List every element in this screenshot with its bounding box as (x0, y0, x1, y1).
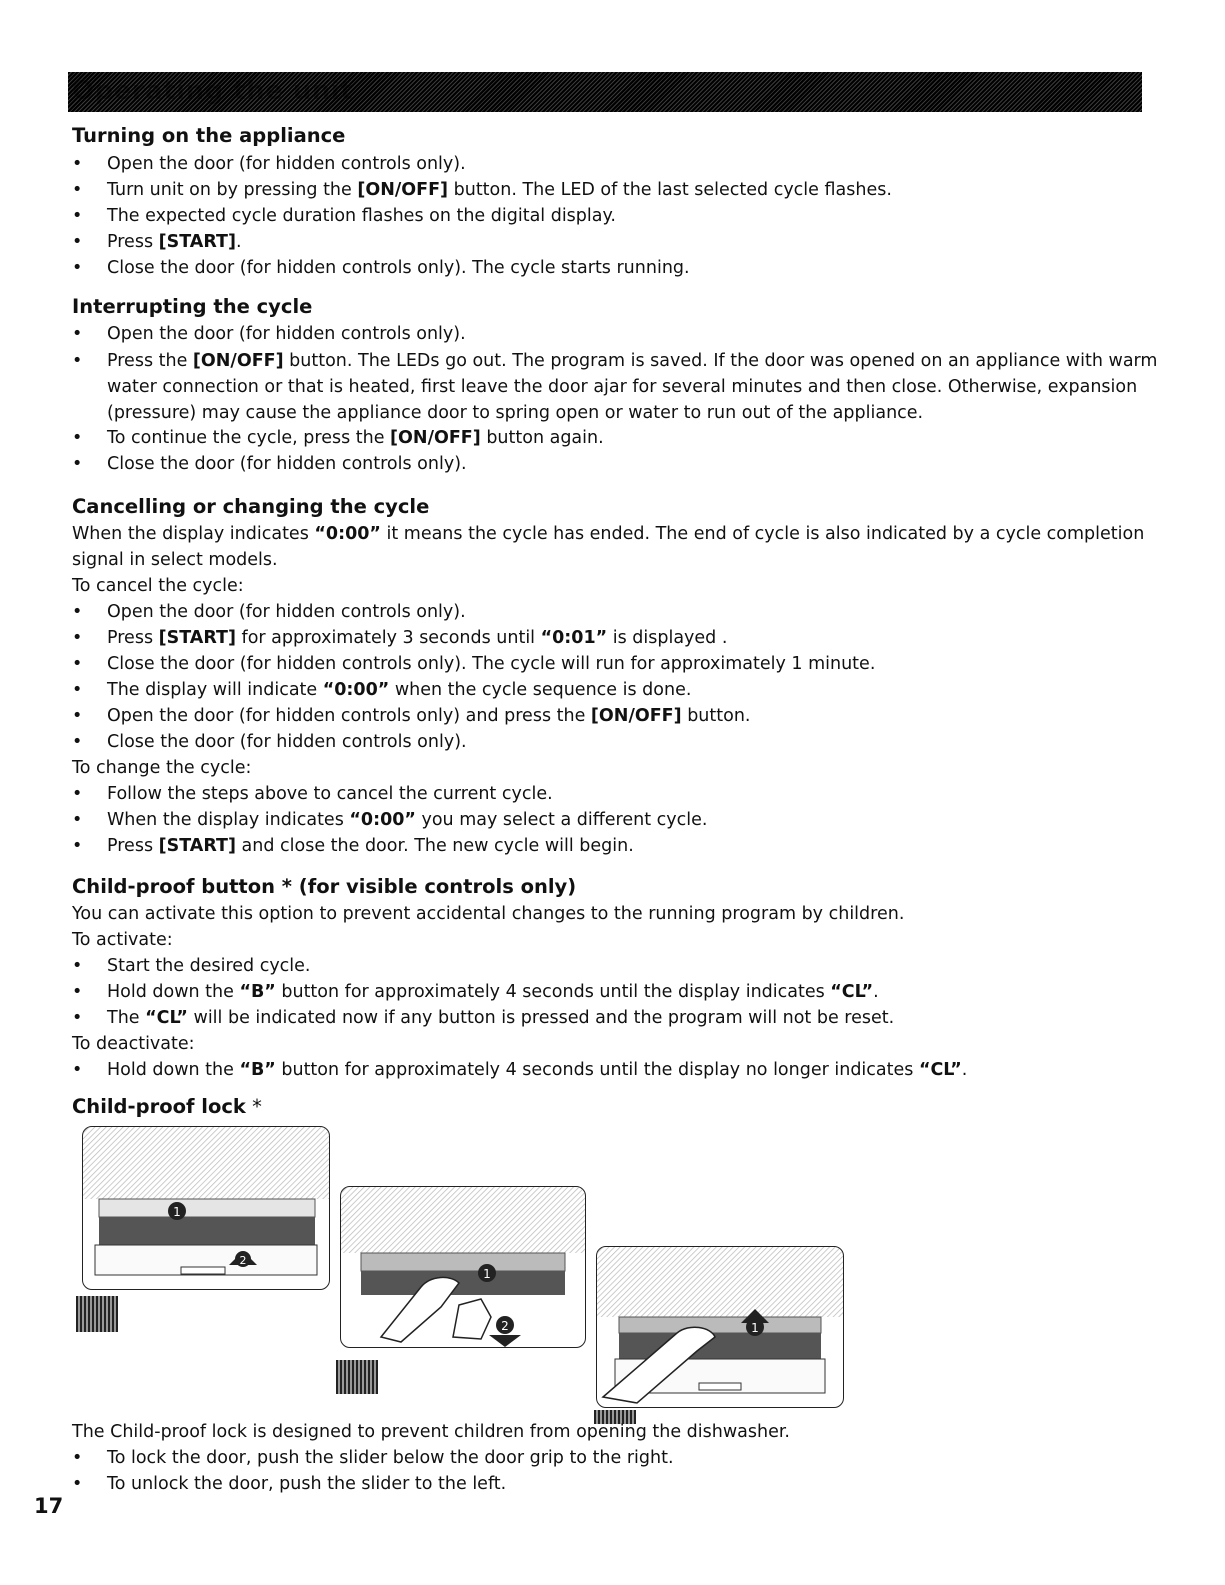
heading-cancelling: Cancelling or changing the cycle (72, 495, 430, 518)
image-placeholder-block (336, 1360, 378, 1394)
step-marker-2: 2 (501, 1319, 509, 1333)
paragraph: When the display indicates “0:00” it means the cycle has ended. The end of cycle is also indicated by a cycle completion (72, 524, 1145, 544)
page-number: 17 (34, 1494, 64, 1518)
step-marker-1: 1 (483, 1267, 491, 1281)
paragraph: To cancel the cycle: (72, 576, 244, 596)
paragraph: You can activate this option to prevent accidental changes to the running program by children. (72, 904, 905, 924)
paragraph: To activate: (72, 930, 173, 950)
step-marker-1: 1 (751, 1321, 759, 1335)
paragraph: The Child-proof lock is designed to prevent children from opening the dishwasher. (72, 1422, 790, 1442)
figure-lock-step-1 (82, 1126, 330, 1290)
heading-childproof-lock: Child-proof lock * (72, 1095, 262, 1118)
dishwasher-illustration (83, 1127, 329, 1289)
step-marker-2: 2 (239, 1254, 247, 1267)
paragraph: To deactivate: (72, 1034, 195, 1054)
heading-interrupting: Interrupting the cycle (72, 295, 313, 318)
figure-lock-step-3 (596, 1246, 844, 1408)
image-placeholder-block (76, 1296, 118, 1332)
figure-lock-step-2 (340, 1186, 586, 1348)
section-header-title: Operating the unit (72, 76, 354, 106)
paragraph: To change the cycle: (72, 758, 252, 778)
step-marker-1: 1 (173, 1205, 181, 1219)
section-header-bar (68, 72, 1142, 112)
hand-door-illustration (597, 1247, 843, 1407)
heading-childproof-button: Child-proof button * (for visible controls only) (72, 875, 577, 898)
paragraph: signal in select models. (72, 550, 278, 570)
hand-slider-illustration (341, 1187, 585, 1347)
heading-turning-on: Turning on the appliance (72, 124, 346, 147)
